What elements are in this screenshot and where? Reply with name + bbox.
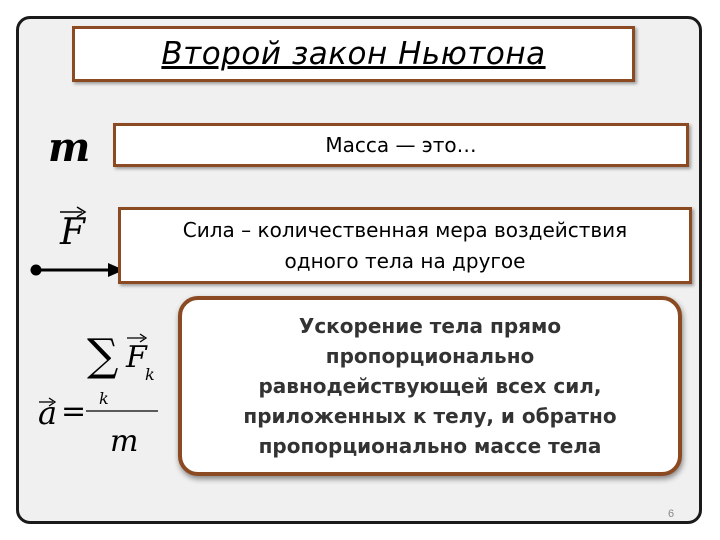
force-definition-line1: Сила – количественная мера воздействия	[182, 217, 628, 242]
fraction-line	[86, 410, 160, 412]
accel-symbol: a	[38, 394, 58, 432]
law-line: приложенных к телу, и обратно	[243, 404, 617, 428]
force-arrow-icon	[28, 260, 108, 280]
formula-denominator: m	[110, 424, 139, 459]
law-line: Ускорение тела прямо	[298, 314, 562, 338]
mass-definition-text: Масса — это…	[325, 133, 477, 157]
force-definition-line2: одного тела на другое	[284, 248, 526, 273]
force-symbol: F	[60, 212, 85, 253]
law-line: пропорционально	[325, 344, 535, 368]
mass-symbol: m	[48, 124, 91, 171]
equals-sign: =	[61, 394, 87, 429]
mass-definition-box	[113, 123, 689, 167]
sum-index-k: k	[99, 389, 109, 408]
sum-symbol: ∑	[87, 330, 119, 381]
law-statement-box	[178, 296, 682, 476]
title-box	[72, 26, 635, 82]
force-definition-box	[118, 207, 692, 284]
page-number: 6	[668, 508, 675, 520]
law-line: равнодействующей всех сил,	[258, 374, 602, 398]
formula-force-symbol: F	[126, 340, 147, 375]
slide-title: Второй закон Ньютона	[161, 36, 546, 72]
law-line: пропорционально массе тела	[258, 434, 602, 458]
force-index-k: k	[145, 365, 155, 384]
